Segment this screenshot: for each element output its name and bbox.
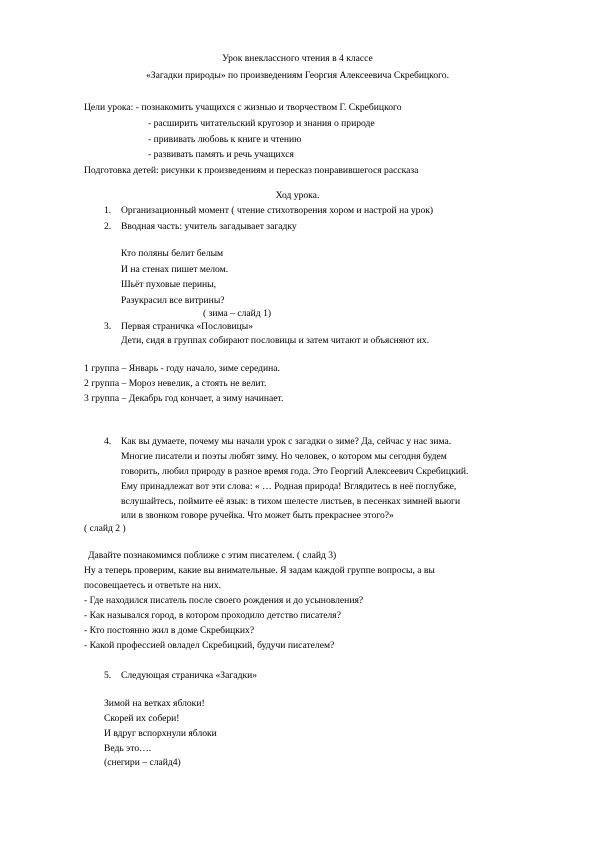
step-text: Первая страничка «Пословицы» xyxy=(121,321,253,332)
goal-item: - развивать память и речь учащихся xyxy=(148,149,294,160)
step-number: 2. xyxy=(104,221,112,232)
paragraph-line: Ему принадлежат вот эти слова: « … Родная природа! Вглядитесь в неё поглубже, xyxy=(121,481,457,492)
riddle-line: Разукрасил все витрины? xyxy=(121,295,225,306)
step-text: Дети, сидя в группах собирают пословицы и затем читают и объясняют их. xyxy=(121,335,430,346)
slide-note: ( слайд 2 ) xyxy=(84,523,126,534)
riddle-line: И на стенах пишет мелом. xyxy=(121,264,229,275)
page-title: Урок внеклассного чтения в 4 классе xyxy=(222,53,373,64)
page-subtitle: «Загадки природы» по произведениям Георгия Алексеевича Скребицкого. xyxy=(145,70,450,81)
riddle-answer: ( зима – слайд 1) xyxy=(203,308,272,319)
step-text: Вводная часть: учитель загадывает загадку xyxy=(121,221,297,232)
paragraph-line: Давайте познакомимся поближе с этим писателем. ( слайд 3) xyxy=(88,550,337,561)
riddle-answer: (снегири – слайд4) xyxy=(104,757,181,768)
proverb-item: 2 группа – Мороз невелик, а стоять не велит. xyxy=(84,378,267,389)
question-item: - Кто постоянно жил в доме Скребицких? xyxy=(84,625,255,636)
lesson-heading: Ход урока. xyxy=(275,190,320,201)
riddle-line: И вдруг вспорхнули яблоки xyxy=(104,728,217,739)
paragraph-line: или в звонком говоре ручейка. Что может быть прекраснее этого?» xyxy=(121,510,394,521)
question-item: - Как назывался город, в котором проходило детство писателя? xyxy=(84,610,341,621)
riddle-line: Кто поляны белит белым xyxy=(121,248,224,259)
question-item: - Где находился писатель после своего рождения и до усыновления? xyxy=(84,595,364,606)
question-item: - Какой профессией овладел Скребицкий, будучи писателем? xyxy=(84,640,335,651)
paragraph-line: Как вы думаете, почему мы начали урок с загадки о зиме? Да, сейчас у нас зима. xyxy=(121,436,452,447)
riddle-line: Скорей их собери! xyxy=(104,713,180,724)
step-text: Следующая страничка «Загадки» xyxy=(121,670,258,681)
paragraph-line: Многие писатели и поэты любят зиму. Но человек, о котором мы сегодня будем xyxy=(121,451,447,462)
proverb-item: 3 группа – Декабрь год кончает, а зиму начинает. xyxy=(84,393,284,404)
preparation-text: Подготовка детей: рисунки к произведениям и пересказ понравившегося рассказа xyxy=(84,165,419,176)
goal-item: - прививать любовь к книге и чтению xyxy=(148,134,302,145)
paragraph-line: Ну а теперь проверим, какие вы внимательные. Я задам каждой группе вопросы, а вы xyxy=(84,565,435,576)
paragraph-line: посовещаетесь и ответьте на них. xyxy=(84,580,222,591)
step-number: 3. xyxy=(104,321,112,332)
step-text: Организационный момент ( чтение стихотворения хором и настрой на урок) xyxy=(121,205,434,216)
riddle-line: Зимой на ветках яблоки! xyxy=(104,698,205,709)
paragraph-line: вслушайтесь, поймите её язык: в тихом шелесте листьев, в песенках зимней вьюги xyxy=(121,496,461,507)
step-number: 5. xyxy=(104,670,112,681)
riddle-line: Шьёт пуховые перины, xyxy=(121,279,216,290)
step-number: 1. xyxy=(104,205,112,216)
paragraph-line: говорить, любил природу в разное время года. Это Георгий Алексеевич Скребицкий. xyxy=(121,466,469,477)
goals-label: Цели урока: - познакомить учащихся с жизнью и творчеством Г. Скребицкого xyxy=(84,102,402,113)
step-number: 4. xyxy=(104,436,112,447)
goal-item: - расширить читательский кругозор и знания о природе xyxy=(148,118,375,129)
proverb-item: 1 группа – Январь - году начало, зиме середина. xyxy=(84,363,280,374)
riddle-line: Ведь это…. xyxy=(104,743,152,754)
